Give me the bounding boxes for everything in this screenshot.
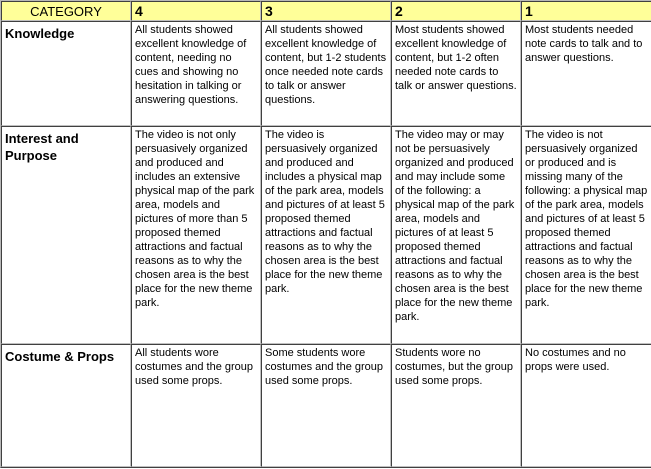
interest-score-1-cell: The video is not persuasively organized or produced and is missing many of the following: a physical map of the park area, models and pictures of at least 5 proposed themed attractions and factual reasons as to why the chosen area is the best place for the new theme park.	[521, 126, 651, 344]
score-header-4: 4	[131, 1, 261, 21]
interest-score-4-cell: The video is not only persuasively organized and produced and includes an extensive physical map of the park area, models and pictures of more than 5 proposed themed attractions and factual reasons as to why the chosen area is the best place for the new theme park.	[131, 126, 261, 344]
interest-score-3-cell: The video is persuasively organized and produced and includes a physical map of the park area, models and pictures of at least 5 proposed themed attractions and factual reasons as to why the chosen area is the best place for the new theme park.	[261, 126, 391, 344]
costume-score-1-cell: No costumes and no props were used.	[521, 344, 651, 467]
table-row-costume-and-props	[1, 344, 651, 467]
costume-score-3-cell: Some students wore costumes and the group used some props.	[261, 344, 391, 467]
knowledge-score-3-cell: All students showed excellent knowledge of content, but 1-2 students once needed note cards to talk or answer questions.	[261, 21, 391, 126]
row-label-knowledge: Knowledge	[1, 21, 131, 126]
score-header-2: 2	[391, 1, 521, 21]
category-header: CATEGORY	[1, 1, 131, 21]
header-row	[1, 1, 651, 21]
knowledge-score-2-cell: Most students showed excellent knowledge of content, but 1-2 often needed note cards to talk or answer questions.	[391, 21, 521, 126]
score-header-1: 1	[521, 1, 651, 21]
costume-score-2-cell: Students wore no costumes, but the group used some props.	[391, 344, 521, 467]
interest-score-2-cell: The video may or may not be persuasively organized and produced and may include some of the following: a physical map of the park area, models and pictures of at least 5 proposed themed attractions and factual reasons as to why the chosen area is the best place for the new theme park.	[391, 126, 521, 344]
score-header-3: 3	[261, 1, 391, 21]
costume-score-4-cell: All students wore costumes and the group used some props.	[131, 344, 261, 467]
table-row-knowledge	[1, 21, 651, 126]
row-label-costume-and-props: Costume & Props	[1, 344, 131, 467]
row-label-interest-and-purpose: Interest and Purpose	[1, 126, 131, 344]
table-row-interest-and-purpose	[1, 126, 651, 344]
knowledge-score-4-cell: All students showed excellent knowledge of content, needing no cues and showing no hesitation in talking or answering questions.	[131, 21, 261, 126]
knowledge-score-1-cell: Most students needed note cards to talk and to answer questions.	[521, 21, 651, 126]
